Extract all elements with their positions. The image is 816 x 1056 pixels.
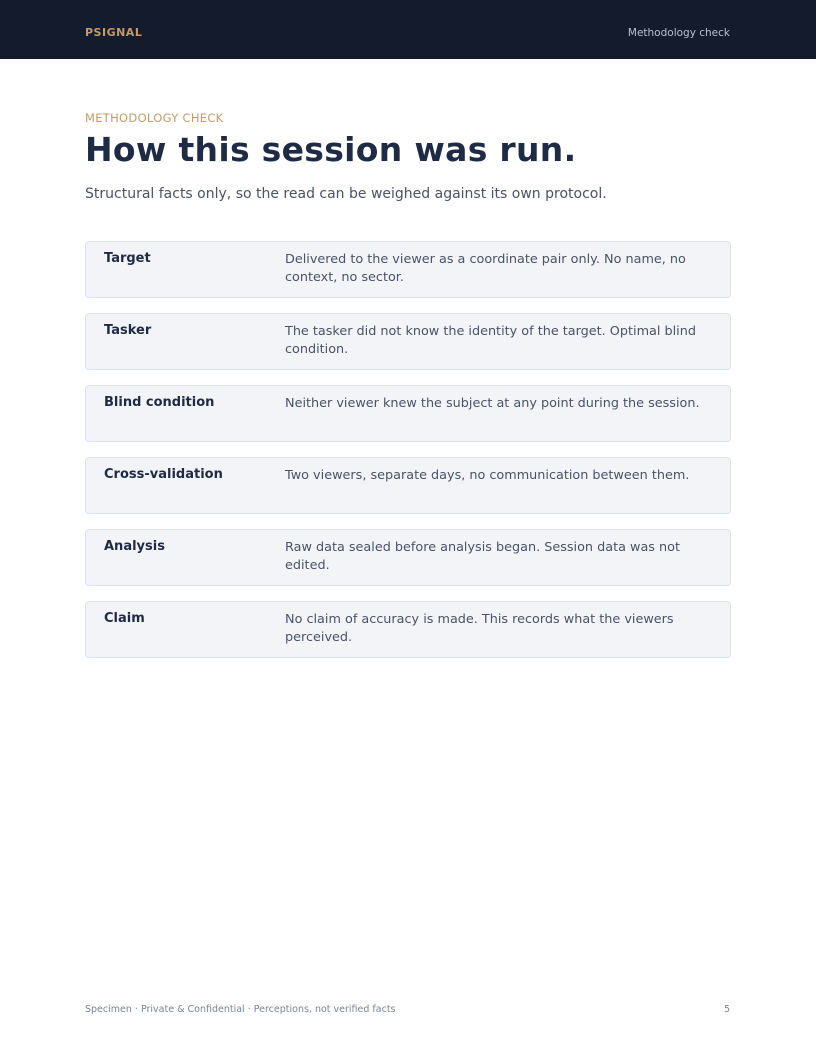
methodology-row-analysis	[85, 529, 731, 586]
row-text: Delivered to the viewer as a coordinate pair only. No name, no context, no sector.	[285, 252, 686, 285]
eyebrow-label: METHODOLOGY CHECK	[85, 111, 224, 125]
row-label: Target	[104, 251, 151, 266]
methodology-row-cross-validation	[85, 457, 731, 514]
page-number: 5	[723, 1004, 730, 1015]
top-bar	[0, 0, 816, 59]
methodology-row-claim	[85, 601, 731, 658]
methodology-list	[85, 241, 731, 673]
row-text: Neither viewer knew the subject at any point during the session.	[285, 396, 700, 411]
row-text: Raw data sealed before analysis began. Session data was not edited.	[285, 540, 681, 573]
section-label: Methodology check	[627, 27, 730, 39]
row-label: Claim	[104, 611, 145, 626]
row-text: Two viewers, separate days, no communication between them.	[285, 468, 690, 483]
row-label: Blind condition	[104, 395, 215, 410]
page-subtitle: Structural facts only, so the read can be weighed against its own protocol.	[85, 186, 607, 202]
row-text: No claim of accuracy is made. This records what the viewers perceived.	[285, 612, 674, 645]
row-text: The tasker did not know the identity of the target. Optimal blind condition.	[285, 324, 696, 357]
row-label: Tasker	[104, 323, 152, 338]
footer-note: Specimen · Private & Confidential · Perceptions, not verified facts	[85, 1004, 396, 1015]
methodology-row-blind-condition	[85, 385, 731, 442]
methodology-row-tasker	[85, 313, 731, 370]
row-label: Cross-validation	[104, 467, 223, 482]
methodology-row-target	[85, 241, 731, 298]
row-label: Analysis	[104, 539, 165, 554]
page-title: How this session was run.	[85, 130, 577, 169]
brand-logo: PSIGNAL	[85, 26, 143, 39]
